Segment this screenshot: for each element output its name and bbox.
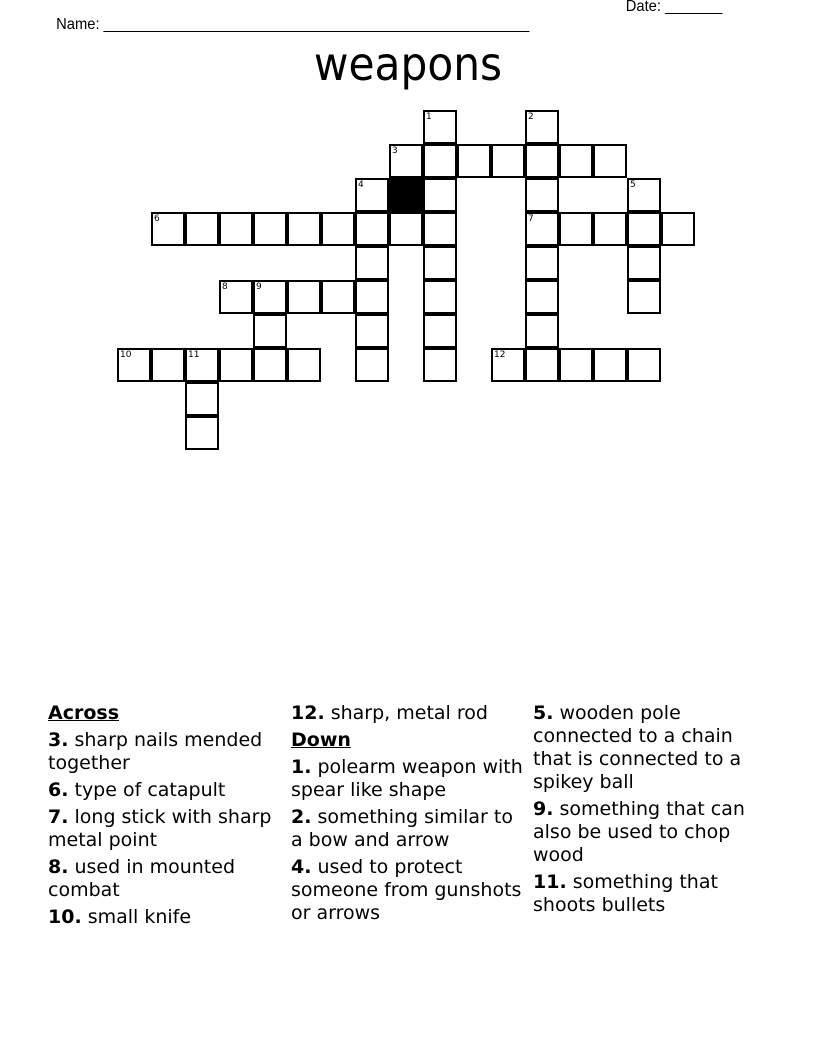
grid-cell[interactable] bbox=[423, 280, 457, 314]
clue-across-12 bbox=[291, 702, 523, 725]
grid-cell[interactable] bbox=[559, 348, 593, 382]
clue-down-9 bbox=[533, 798, 773, 867]
grid-cell[interactable] bbox=[423, 178, 457, 212]
grid-cell[interactable] bbox=[457, 144, 491, 178]
puzzle-title: weapons bbox=[313, 37, 503, 91]
cell-number: 9 bbox=[256, 282, 262, 292]
clue-down-1 bbox=[291, 756, 523, 802]
clue-across-6 bbox=[48, 779, 278, 802]
cell-number: 10 bbox=[120, 350, 132, 360]
grid-cell[interactable] bbox=[219, 280, 253, 314]
cell-number: 6 bbox=[154, 214, 160, 224]
grid-cell[interactable] bbox=[525, 110, 559, 144]
clue-number: 11. bbox=[533, 871, 567, 893]
clue-number: 2. bbox=[291, 806, 312, 828]
down-heading: Down bbox=[291, 729, 351, 751]
grid-cell[interactable] bbox=[627, 246, 661, 280]
grid-cell[interactable] bbox=[355, 280, 389, 314]
across-heading: Across bbox=[48, 702, 120, 724]
grid-cell[interactable] bbox=[423, 144, 457, 178]
grid-cell[interactable] bbox=[423, 314, 457, 348]
clue-text: polearm weapon with spear like shape bbox=[291, 756, 523, 801]
grid-cell[interactable] bbox=[151, 212, 185, 246]
crossword-grid bbox=[0, 0, 816, 470]
clue-down-4 bbox=[291, 856, 523, 925]
blocked-cell bbox=[389, 178, 423, 212]
grid-cell[interactable] bbox=[355, 246, 389, 280]
grid-cell[interactable] bbox=[253, 348, 287, 382]
grid-cell[interactable] bbox=[185, 212, 219, 246]
cell-number: 8 bbox=[222, 282, 228, 292]
name-field-label[interactable]: Name: ____________________________________________________ bbox=[56, 16, 530, 33]
grid-cell[interactable] bbox=[355, 348, 389, 382]
grid-cell[interactable] bbox=[525, 314, 559, 348]
clue-number: 8. bbox=[48, 856, 69, 878]
clues-column-2 bbox=[291, 702, 523, 929]
clue-text: small knife bbox=[81, 906, 192, 928]
clue-number: 5. bbox=[533, 702, 554, 724]
grid-cell[interactable] bbox=[389, 144, 423, 178]
clue-number: 12. bbox=[291, 702, 325, 724]
grid-cell[interactable] bbox=[321, 280, 355, 314]
cell-number: 4 bbox=[358, 180, 364, 190]
grid-cell[interactable] bbox=[491, 348, 525, 382]
clue-down-5 bbox=[533, 702, 773, 794]
grid-cell[interactable] bbox=[253, 280, 287, 314]
clue-text: something that shoots bullets bbox=[533, 871, 718, 916]
date-field-label[interactable]: Date: _______ bbox=[625, 0, 723, 15]
grid-cell[interactable] bbox=[423, 348, 457, 382]
grid-cell[interactable] bbox=[219, 348, 253, 382]
grid-cell[interactable] bbox=[287, 212, 321, 246]
grid-cell[interactable] bbox=[151, 348, 185, 382]
clue-text: something that can also be used to chop wood bbox=[533, 798, 745, 866]
clue-number: 4. bbox=[291, 856, 312, 878]
grid-cell[interactable] bbox=[525, 178, 559, 212]
grid-cell[interactable] bbox=[185, 348, 219, 382]
cell-number: 11 bbox=[188, 350, 200, 360]
grid-cell[interactable] bbox=[525, 348, 559, 382]
grid-cell[interactable] bbox=[185, 416, 219, 450]
cell-number: 3 bbox=[392, 146, 398, 156]
clue-text: used in mounted combat bbox=[48, 856, 235, 901]
clue-across-7 bbox=[48, 806, 278, 852]
grid-cell[interactable] bbox=[185, 382, 219, 416]
cell-number: 5 bbox=[630, 180, 636, 190]
cell-number: 2 bbox=[528, 112, 534, 122]
clue-text: sharp, metal rod bbox=[324, 702, 488, 724]
grid-cell[interactable] bbox=[559, 144, 593, 178]
grid-cell[interactable] bbox=[661, 212, 695, 246]
grid-cell[interactable] bbox=[355, 212, 389, 246]
clues-column-3 bbox=[533, 702, 773, 921]
grid-cell[interactable] bbox=[627, 178, 661, 212]
grid-cell[interactable] bbox=[627, 212, 661, 246]
grid-cell[interactable] bbox=[593, 212, 627, 246]
grid-cell[interactable] bbox=[525, 144, 559, 178]
clue-text: type of catapult bbox=[68, 779, 226, 801]
clue-text: wooden pole connected to a chain that is connected to a spikey ball bbox=[533, 702, 742, 793]
clue-number: 3. bbox=[48, 729, 69, 751]
clue-number: 1. bbox=[291, 756, 312, 778]
grid-cell[interactable] bbox=[253, 314, 287, 348]
cell-number: 1 bbox=[426, 112, 432, 122]
grid-cell[interactable] bbox=[559, 212, 593, 246]
clue-number: 6. bbox=[48, 779, 69, 801]
grid-cell[interactable] bbox=[525, 246, 559, 280]
grid-cell[interactable] bbox=[389, 212, 423, 246]
grid-cell[interactable] bbox=[117, 348, 151, 382]
clues-column-1 bbox=[48, 702, 278, 933]
clue-text: sharp nails mended together bbox=[48, 729, 263, 774]
grid-cell[interactable] bbox=[355, 178, 389, 212]
grid-cell[interactable] bbox=[593, 144, 627, 178]
clue-across-10 bbox=[48, 906, 278, 929]
grid-cell[interactable] bbox=[627, 280, 661, 314]
clue-text: something similar to a bow and arrow bbox=[291, 806, 513, 851]
grid-cell[interactable] bbox=[525, 280, 559, 314]
grid-cell[interactable] bbox=[355, 314, 389, 348]
grid-cell[interactable] bbox=[287, 280, 321, 314]
grid-cell[interactable] bbox=[423, 212, 457, 246]
grid-cell[interactable] bbox=[423, 246, 457, 280]
grid-cell[interactable] bbox=[423, 110, 457, 144]
grid-cell[interactable] bbox=[525, 212, 559, 246]
clue-number: 7. bbox=[48, 806, 69, 828]
grid-cell[interactable] bbox=[287, 348, 321, 382]
cell-number: 12 bbox=[494, 350, 506, 360]
clue-down-11 bbox=[533, 871, 773, 917]
grid-cell[interactable] bbox=[491, 144, 525, 178]
grid-cell[interactable] bbox=[253, 212, 287, 246]
grid-cell[interactable] bbox=[593, 348, 627, 382]
clue-across-8 bbox=[48, 856, 278, 902]
grid-cell[interactable] bbox=[627, 348, 661, 382]
clue-across-3 bbox=[48, 729, 278, 775]
grid-cell[interactable] bbox=[219, 212, 253, 246]
clue-text: used to protect someone from gunshots or arrows bbox=[291, 856, 522, 924]
clue-text: long stick with sharp metal point bbox=[48, 806, 272, 851]
clue-number: 9. bbox=[533, 798, 554, 820]
grid-cell[interactable] bbox=[321, 212, 355, 246]
clue-down-2 bbox=[291, 806, 523, 852]
clue-number: 10. bbox=[48, 906, 82, 928]
cell-number: 7 bbox=[528, 214, 534, 224]
